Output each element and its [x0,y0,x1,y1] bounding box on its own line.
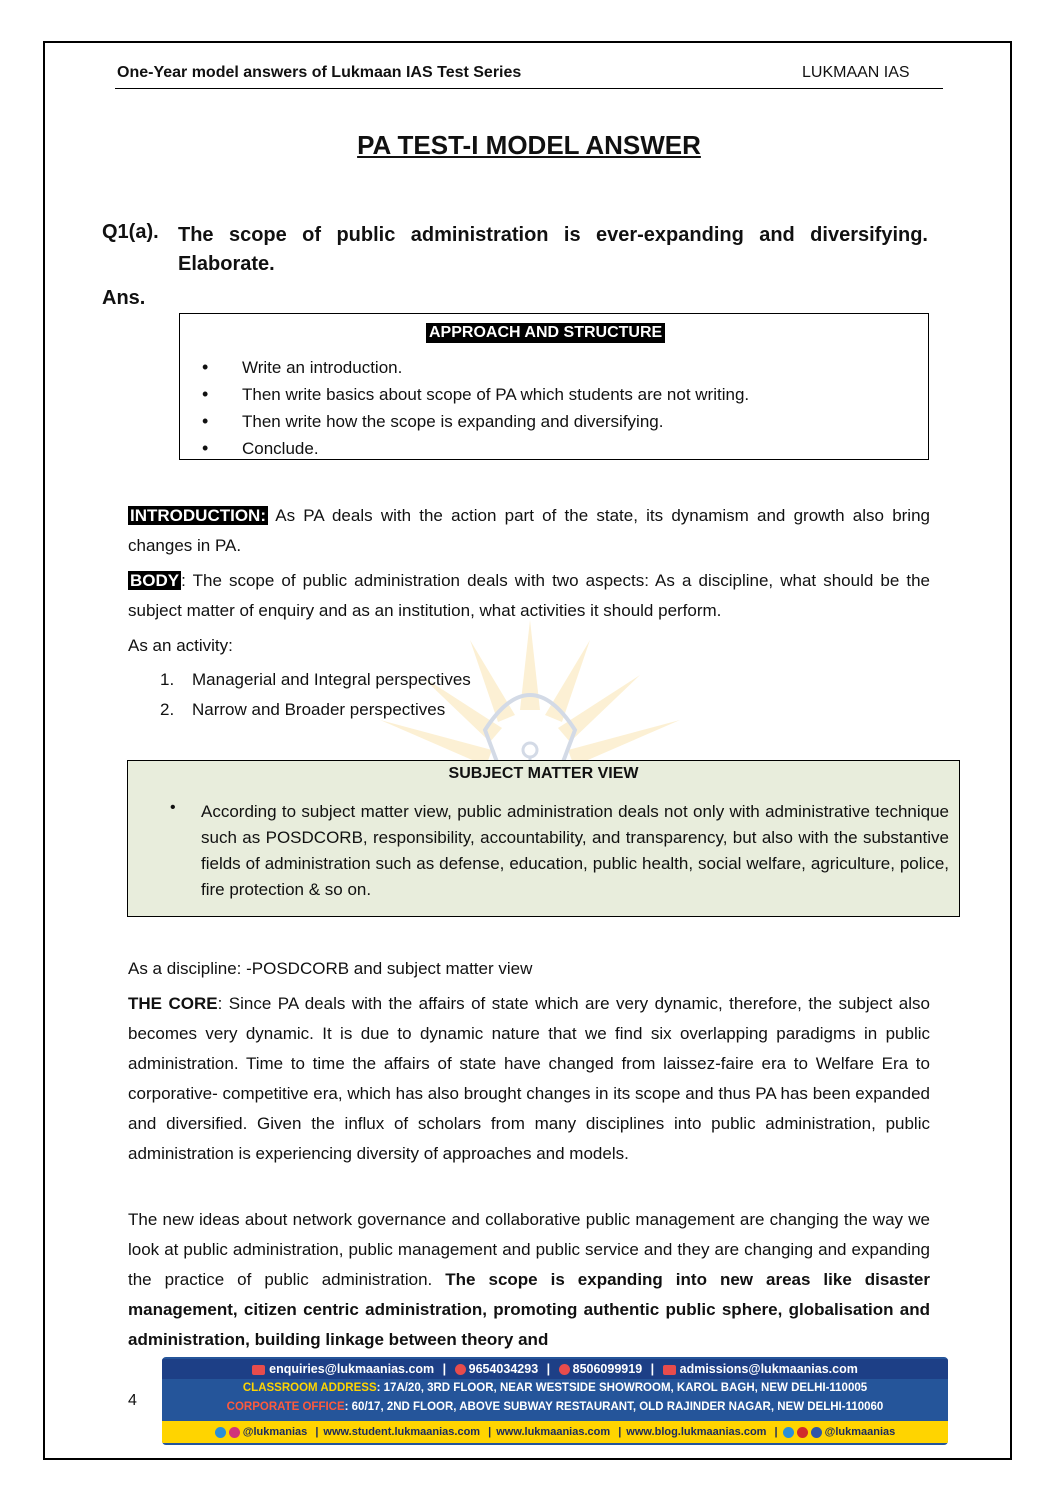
footer-classroom-address [162,1382,948,1394]
approach-item: • Conclude. [200,435,749,462]
list-item-number: 1. [160,670,175,689]
list-item-number: 2. [160,700,175,719]
introduction-text: As PA deals with the action part of the state, its dynamism and growth also bring changes in PA. [128,506,930,555]
footer-email-admissions[interactable]: admissions@lukmaanias.com [679,1362,858,1376]
page-number: 4 [128,1392,137,1409]
core-paragraph [128,989,930,1169]
activity-label: As an activity: [128,636,233,655]
header-brand: LUKMAAN IAS [802,64,910,81]
core-text: : Since PA deals with the affairs of state which are very dynamic, therefore, the subject also becomes very dynamic. It is due to dynamic nature that we find six overlapping paradigms in public administration. Time to time the affairs of state have changed from laissez-faire era to Welfare Era to corporative- competitive era, which has also brought changes in its scope and thus PA has been expanded and diversified. Given the influx of scholars from many disciplines into public administration, public administration is experiencing diversity of approaches and models. [128,994,930,1163]
mail-icon [252,1365,265,1375]
instagram-icon [229,1427,240,1438]
approach-item: • Then write how the scope is expanding and diversifying. [200,408,749,435]
youtube-icon [797,1427,808,1438]
footer-corporate-address [162,1401,948,1413]
answer-label: Ans. [102,287,146,309]
approach-box [179,313,929,460]
footer-phone-1[interactable]: 9654034293 [468,1362,539,1376]
subject-matter-box [127,760,960,917]
header-divider [115,88,943,89]
whatsapp-icon [559,1364,570,1375]
list-item [160,665,471,695]
classroom-label: CLASSROOM ADDRESS [242,1382,377,1394]
body-text: : The scope of public administration deals with two aspects: As a discipline, what should be the subject matter of enquiry and as an institution, what activities it should perform. [128,571,930,620]
new-ideas-paragraph [128,1205,930,1355]
subject-matter-text: According to subject matter view, public administration deals not only with administrative technique such as POSDCORB, responsibility, accountability, and transparency, but also with the substantive fields of administration such as defense, education, public health, social welfare, agriculture, police, fire protection & so on. [201,802,949,899]
core-tag: THE CORE [128,994,218,1013]
footer-social-handle-2[interactable]: @lukmaanias [824,1426,896,1438]
corporate-label: CORPORATE OFFICE [226,1401,345,1413]
footer-link-main[interactable]: www.lukmaanias.com [496,1426,611,1438]
new-ideas-text: The new ideas about network governance and collaborative public management are changing the way we look at public administration, public management and public service and they are changing and expanding the practice of public administration. [128,1210,930,1289]
introduction-paragraph [128,501,930,561]
mail-icon [663,1365,676,1375]
footer-email-enquiries[interactable]: enquiries@lukmaanias.com [269,1362,435,1376]
new-ideas-bold: The scope is expanding into new areas like disaster management, citizen centric administration, promoting authentic public sphere, globalisation and administration, building linkage between theory and [128,1270,930,1349]
approach-item: • Write an introduction. [200,354,749,381]
footer-contact-row: enquiries@lukmaanias.com | 9654034293 | 8506099919 | admissions@lukmaanias.com [162,1359,948,1379]
activity-list [160,665,471,725]
bullet-icon: • [170,799,176,816]
facebook-icon [811,1427,822,1438]
subject-matter-title: SUBJECT MATTER VIEW [448,765,639,782]
contact-footer [162,1357,948,1445]
phone-icon [455,1364,466,1375]
telegram-icon [215,1427,226,1438]
list-item-text: Managerial and Integral perspectives [192,670,471,689]
page-title: PA TEST-I MODEL ANSWER [357,130,701,160]
footer-link-student[interactable]: www.student.lukmaanias.com [323,1426,481,1438]
approach-title: APPROACH AND STRUCTURE [426,323,665,343]
corporate-address-text: : 60/17, 2ND FLOOR, ABOVE SUBWAY RESTAURANT, OLD RAJINDER NAGAR, NEW DELHI-110060 [344,1401,884,1413]
approach-list [200,354,749,462]
twitter-icon [783,1427,794,1438]
header-series-title: One-Year model answers of Lukmaan IAS Test Series [117,64,522,81]
footer-social-handle-1[interactable]: @lukmanias [242,1426,308,1438]
question-text: The scope of public administration is ever-expanding and diversifying. Elaborate. [178,224,928,275]
approach-item: • Then write basics about scope of PA which students are not writing. [200,381,749,408]
footer-phone-2[interactable]: 8506099919 [572,1362,643,1376]
body-tag: BODY [130,571,180,590]
list-item-text: Narrow and Broader perspectives [192,700,446,719]
list-item [160,695,471,725]
body-paragraph [128,566,930,626]
discipline-line: As a discipline: -POSDCORB and subject matter view [128,959,533,978]
footer-link-blog[interactable]: www.blog.lukmaanias.com [626,1426,767,1438]
classroom-address-text: : 17A/20, 3RD FLOOR, NEAR WESTSIDE SHOWROOM, KAROL BAGH, NEW DELHI-110005 [376,1382,868,1394]
introduction-tag: INTRODUCTION: [130,506,266,525]
question-label: Q1(a). [102,221,159,243]
footer-links-row: @lukmanias | www.student.lukmaanias.com | www.lukmaanias.com | www.blog.lukmaanias.com | @lukmaanias [162,1421,948,1443]
